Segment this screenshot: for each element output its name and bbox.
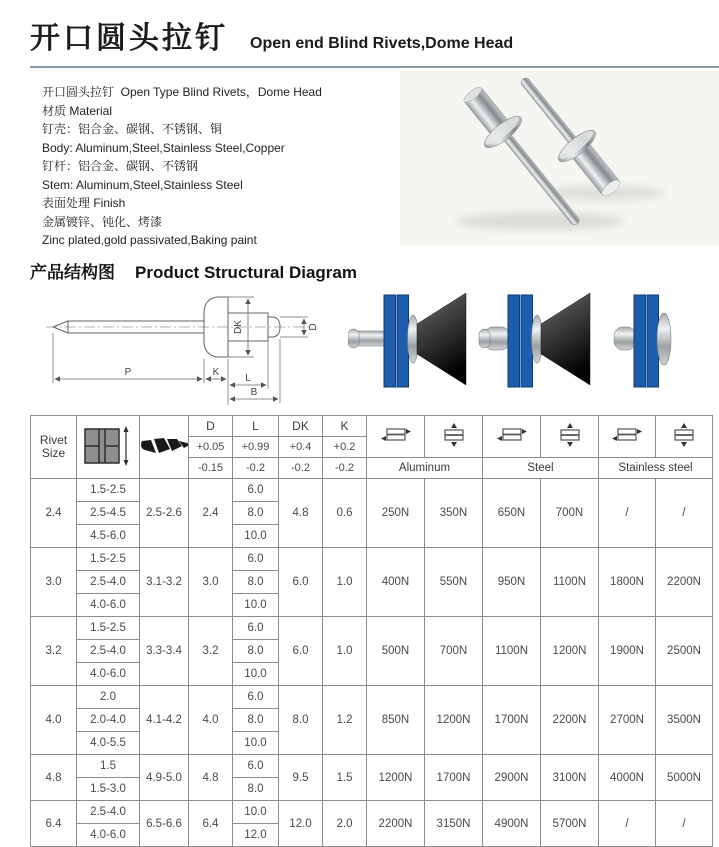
dim-label-l: L	[245, 373, 251, 384]
cell-k: 0.6	[323, 479, 367, 548]
intro-line: 钉杆：铝合金、碳钢、不锈钢	[42, 159, 199, 173]
header-tol-upper: +0.05	[189, 437, 233, 458]
header-tol-lower: -0.15	[189, 458, 233, 479]
cell-strength: 5000N	[656, 755, 713, 801]
cell-length: 8.0	[233, 502, 279, 525]
cell-strength: 3500N	[656, 686, 713, 755]
cell-strength: 400N	[367, 548, 425, 617]
cell-grip-range: 4.5-6.0	[77, 525, 140, 548]
diagram-row	[8, 285, 719, 407]
install-step-1	[348, 293, 466, 387]
cell-k: 1.5	[323, 755, 367, 801]
header-dim-K: K	[323, 416, 367, 437]
cell-strength: 2200N	[367, 801, 425, 847]
intro-line: Zinc plated,gold passivated,Baking paint	[42, 233, 257, 247]
rivet-dimension-diagram	[8, 285, 348, 407]
page-title-en: Open end Blind Rivets,Dome Head	[250, 35, 514, 52]
cell-rivet-size: 4.0	[31, 686, 77, 755]
shear-strength-icon	[611, 423, 643, 447]
cell-strength: 3150N	[425, 801, 483, 847]
cell-strength: 1700N	[425, 755, 483, 801]
header-material: Aluminum	[367, 458, 483, 479]
cell-length: 10.0	[233, 801, 279, 824]
header-material: Stainless steel	[599, 458, 713, 479]
cell-strength: 500N	[367, 617, 425, 686]
cell-dk: 6.0	[279, 548, 323, 617]
cell-strength: 5700N	[541, 801, 599, 847]
cell-length: 10.0	[233, 663, 279, 686]
cell-grip-range: 2.0	[77, 686, 140, 709]
cell-k: 2.0	[323, 801, 367, 847]
section-heading	[30, 258, 719, 283]
cell-strength: 2200N	[656, 548, 713, 617]
cell-strength: 700N	[425, 617, 483, 686]
cell-strength: 250N	[367, 479, 425, 548]
cell-length: 6.0	[233, 686, 279, 709]
cell-rivet-size: 6.4	[31, 801, 77, 847]
header-dim-DK: DK	[279, 416, 323, 437]
intro-line: 钉壳：铝合金、碳钢、不锈钢、铜	[42, 122, 223, 136]
cell-length: 8.0	[233, 709, 279, 732]
cell-d: 4.0	[189, 686, 233, 755]
cell-k: 1.2	[323, 686, 367, 755]
cell-drill-size: 2.5-2.6	[140, 479, 189, 548]
cell-grip-range: 4.0-6.0	[77, 824, 140, 847]
cell-grip-range: 2.5-4.0	[77, 640, 140, 663]
cell-length: 8.0	[233, 571, 279, 594]
cell-strength: 4000N	[599, 755, 656, 801]
cell-drill-size: 3.3-3.4	[140, 617, 189, 686]
cell-strength: /	[656, 801, 713, 847]
tensile-strength-icon	[554, 423, 586, 447]
cell-length: 8.0	[233, 778, 279, 801]
intro-line: Body: Aluminum,Steel,Stainless Steel,Copper	[42, 140, 285, 155]
cell-dk: 9.5	[279, 755, 323, 801]
cell-strength: 1200N	[425, 686, 483, 755]
cell-strength: 3100N	[541, 755, 599, 801]
cell-grip-range: 1.5-2.5	[77, 548, 140, 571]
cell-length: 12.0	[233, 824, 279, 847]
cell-rivet-size: 4.8	[31, 755, 77, 801]
cell-rivet-size: 2.4	[31, 479, 77, 548]
cell-strength: 1900N	[599, 617, 656, 686]
cell-k: 1.0	[323, 548, 367, 617]
cell-strength: 1200N	[541, 617, 599, 686]
plate-grip-thickness-icon	[82, 424, 134, 468]
cell-d: 4.8	[189, 755, 233, 801]
header-shear-icon-cell	[367, 416, 425, 458]
header-shear-icon-cell	[483, 416, 541, 458]
cell-strength: /	[599, 801, 656, 847]
cell-strength: 550N	[425, 548, 483, 617]
header-tol-upper: +0.99	[233, 437, 279, 458]
cell-grip-range: 2.0-4.0	[77, 709, 140, 732]
cell-strength: 950N	[483, 548, 541, 617]
cell-grip-range: 2.5-4.0	[77, 801, 140, 824]
cell-length: 6.0	[233, 548, 279, 571]
section-heading-zh: 产品结构图	[30, 263, 115, 282]
cell-grip-range: 2.5-4.0	[77, 571, 140, 594]
cell-strength: 2900N	[483, 755, 541, 801]
header-tol-lower: -0.2	[233, 458, 279, 479]
cell-strength: /	[599, 479, 656, 548]
header-grip-icon-cell	[77, 416, 140, 479]
dim-label-d: D	[308, 323, 319, 331]
cell-dk: 8.0	[279, 686, 323, 755]
drill-bit-icon	[140, 433, 189, 459]
cell-grip-range: 4.0-6.0	[77, 594, 140, 617]
intro-line: 表面处理 Finish	[42, 196, 126, 210]
cell-strength: 1800N	[599, 548, 656, 617]
dim-label-p: P	[124, 367, 132, 378]
cell-grip-range: 1.5-2.5	[77, 479, 140, 502]
cell-d: 2.4	[189, 479, 233, 548]
cell-grip-range: 1.5-2.5	[77, 617, 140, 640]
header-tensile-icon-cell	[656, 416, 713, 458]
intro-line: 金属镀锌、钝化、烤漆	[42, 214, 163, 229]
intro-section	[0, 68, 719, 250]
cell-drill-size: 3.1-3.2	[140, 548, 189, 617]
cell-drill-size: 4.1-4.2	[140, 686, 189, 755]
section-heading-en: Product Structural Diagram	[135, 263, 357, 282]
cell-strength: 850N	[367, 686, 425, 755]
header-drill-icon-cell	[140, 416, 189, 479]
cell-strength: 700N	[541, 479, 599, 548]
product-photo	[400, 71, 719, 245]
cell-d: 3.2	[189, 617, 233, 686]
cell-grip-range: 4.0-5.5	[77, 732, 140, 755]
cell-strength: 350N	[425, 479, 483, 548]
cell-length: 8.0	[233, 640, 279, 663]
intro-line: 材质 Material	[42, 103, 113, 118]
cell-strength: 2200N	[541, 686, 599, 755]
cell-strength: 650N	[483, 479, 541, 548]
header-tol-upper: +0.2	[323, 437, 367, 458]
dim-label-b: B	[250, 387, 258, 398]
tensile-strength-icon	[438, 423, 470, 447]
dim-label-dk: DK	[233, 320, 244, 334]
cell-dk: 4.8	[279, 479, 323, 548]
cell-strength: 2500N	[656, 617, 713, 686]
page-title-zh: 开口圆头拉钉	[30, 22, 228, 55]
title-bar	[0, 0, 719, 57]
header-tol-lower: -0.2	[279, 458, 323, 479]
rivet-installation-diagram	[348, 285, 710, 407]
cell-length: 10.0	[233, 732, 279, 755]
cell-strength: /	[656, 479, 713, 548]
cell-length: 6.0	[233, 617, 279, 640]
cell-length: 10.0	[233, 525, 279, 548]
cell-length: 6.0	[233, 479, 279, 502]
header-tensile-icon-cell	[541, 416, 599, 458]
cell-drill-size: 6.5-6.6	[140, 801, 189, 847]
install-step-2	[479, 293, 590, 387]
cell-drill-size: 4.9-5.0	[140, 755, 189, 801]
shear-strength-icon	[380, 423, 412, 447]
cell-grip-range: 1.5-3.0	[77, 778, 140, 801]
header-dim-L: L	[233, 416, 279, 437]
install-step-3	[614, 295, 671, 387]
header-shear-icon-cell	[599, 416, 656, 458]
cell-k: 1.0	[323, 617, 367, 686]
cell-strength: 2700N	[599, 686, 656, 755]
header-tensile-icon-cell	[425, 416, 483, 458]
cell-length: 6.0	[233, 755, 279, 778]
cell-dk: 6.0	[279, 617, 323, 686]
header-material: Steel	[483, 458, 599, 479]
spec-table	[30, 415, 713, 847]
cell-strength: 1100N	[483, 617, 541, 686]
cell-strength: 1200N	[367, 755, 425, 801]
cell-strength: 1100N	[541, 548, 599, 617]
intro-text	[42, 83, 322, 250]
header-rivet-size: Rivet Size	[31, 416, 77, 479]
dim-label-k: K	[212, 367, 220, 378]
shear-strength-icon	[496, 423, 528, 447]
cell-d: 6.4	[189, 801, 233, 847]
cell-rivet-size: 3.0	[31, 548, 77, 617]
cell-strength: 1700N	[483, 686, 541, 755]
cell-grip-range: 2.5-4.5	[77, 502, 140, 525]
header-dim-D: D	[189, 416, 233, 437]
header-tol-upper: +0.4	[279, 437, 323, 458]
cell-strength: 4900N	[483, 801, 541, 847]
tensile-strength-icon	[668, 423, 700, 447]
cell-grip-range: 1.5	[77, 755, 140, 778]
cell-dk: 12.0	[279, 801, 323, 847]
header-tol-lower: -0.2	[323, 458, 367, 479]
cell-length: 10.0	[233, 594, 279, 617]
cell-grip-range: 4.0-6.0	[77, 663, 140, 686]
cell-d: 3.0	[189, 548, 233, 617]
intro-line: Stem: Aluminum,Steel,Stainless Steel	[42, 177, 243, 192]
intro-line: 开口圆头拉钉 Open Type Blind Rivets，Dome Head	[42, 85, 322, 99]
cell-rivet-size: 3.2	[31, 617, 77, 686]
